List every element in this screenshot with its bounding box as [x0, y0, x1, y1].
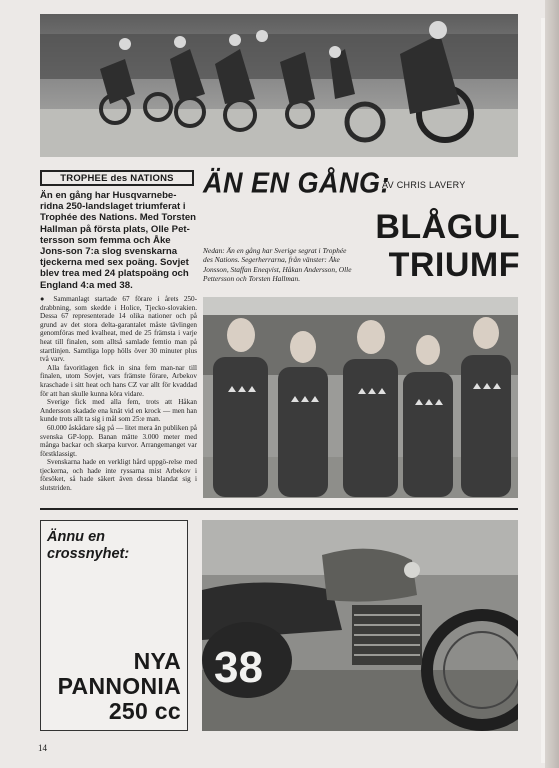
- section-divider: [40, 508, 518, 510]
- photo-caption: Nedan: Än en gång har Sverige segrat i Trophée des Nations. Segerherrarna, från vänster: Åke Jonsson, Staffan Eneqvist, Håkan Andersson, Olle Pettersson och Torsten Hallman.: [203, 246, 352, 283]
- byline: AV CHRIS LAVERY: [382, 180, 466, 190]
- article-body: [40, 295, 197, 493]
- feature-title-line-2: TRIUMF: [388, 246, 520, 284]
- page-number: 14: [38, 743, 47, 753]
- body-paragraph: Sverige fick med alla fem, trots att Håkan Andersson skadade ena knät vid en krock — men han kunde trots allt ta sig i mål som 25:e man.: [40, 398, 197, 424]
- feature-title-line-1: BLÅGUL: [375, 208, 520, 246]
- page-edge-strip: [541, 18, 545, 763]
- promo-kicker: [47, 529, 129, 563]
- promo-title: [58, 649, 181, 724]
- page-edge: [545, 0, 559, 768]
- body-paragraph: ● Sammanlagt startade 67 förare i årets 250-drabbning, som skedde i Holice, Tjecko-slovakien. Dessa 67 representerade 14 olika nationer och på grund av det stora delta-garantalet måste tävlingen genomföras med kvalheat, med de 25 främsta i varje heat till finalen, som alltså samlade femtio man på startlinjen. Samtliga lopp hölls över 30 minuter plus två varv.: [40, 295, 197, 364]
- promo-title-line-1: NYA: [133, 648, 181, 674]
- motorcycle-photo: [202, 520, 518, 731]
- riders-photo: [40, 14, 518, 157]
- promo-title-line-3: 250 cc: [108, 698, 181, 724]
- promo-box: [40, 520, 188, 731]
- promo-title-line-2: PANNONIA: [57, 673, 181, 699]
- promo-kicker-line-1: Ännu en: [47, 529, 105, 545]
- team-photo: [203, 297, 518, 498]
- headline: ÄN EN GÅNG:: [203, 167, 390, 199]
- lead-paragraph: Än en gång har Husqvarnebe-ridna 250-landslaget triumferat i Trophée des Nations. Med Torsten Hallman på första plats, Olle Pet-tersson som femma och Åke Jons-son 7:a slog svenskarna tjeckerna med sex poäng. Sovjet blev trea med 24 platspoäng och England 4:a med 38.: [40, 190, 197, 291]
- feature-title: [355, 208, 520, 284]
- body-paragraph: Alla favoritlagen fick in sina fem man-nar till finalen, utom Sovjet, vars främste förare, Arbekov kraschade i sitt heat och hans CZ var allt för kvaddad för att han skulle kunna köra vidare.: [40, 363, 197, 398]
- promo-kicker-line-2: crossnyhet:: [47, 546, 130, 562]
- bike-number: 38: [214, 643, 263, 692]
- body-paragraph: 60.000 åskådare såg på — litet mera än publiken på svenska GP-lopp. Banan mätte 3.000 meter med många backar och skarpa kurvor. Arrangemanget var förstklassigt.: [40, 423, 197, 458]
- body-paragraph: Svenskarna hade en verkligt hård uppgö-relse med tjeckerna, och hade inte ryssarna mist Arbekov i försöket, så hade säkert även dessa blandat sig i slutstriden.: [40, 458, 197, 493]
- section-label: TROPHEE des NATIONS: [40, 170, 194, 186]
